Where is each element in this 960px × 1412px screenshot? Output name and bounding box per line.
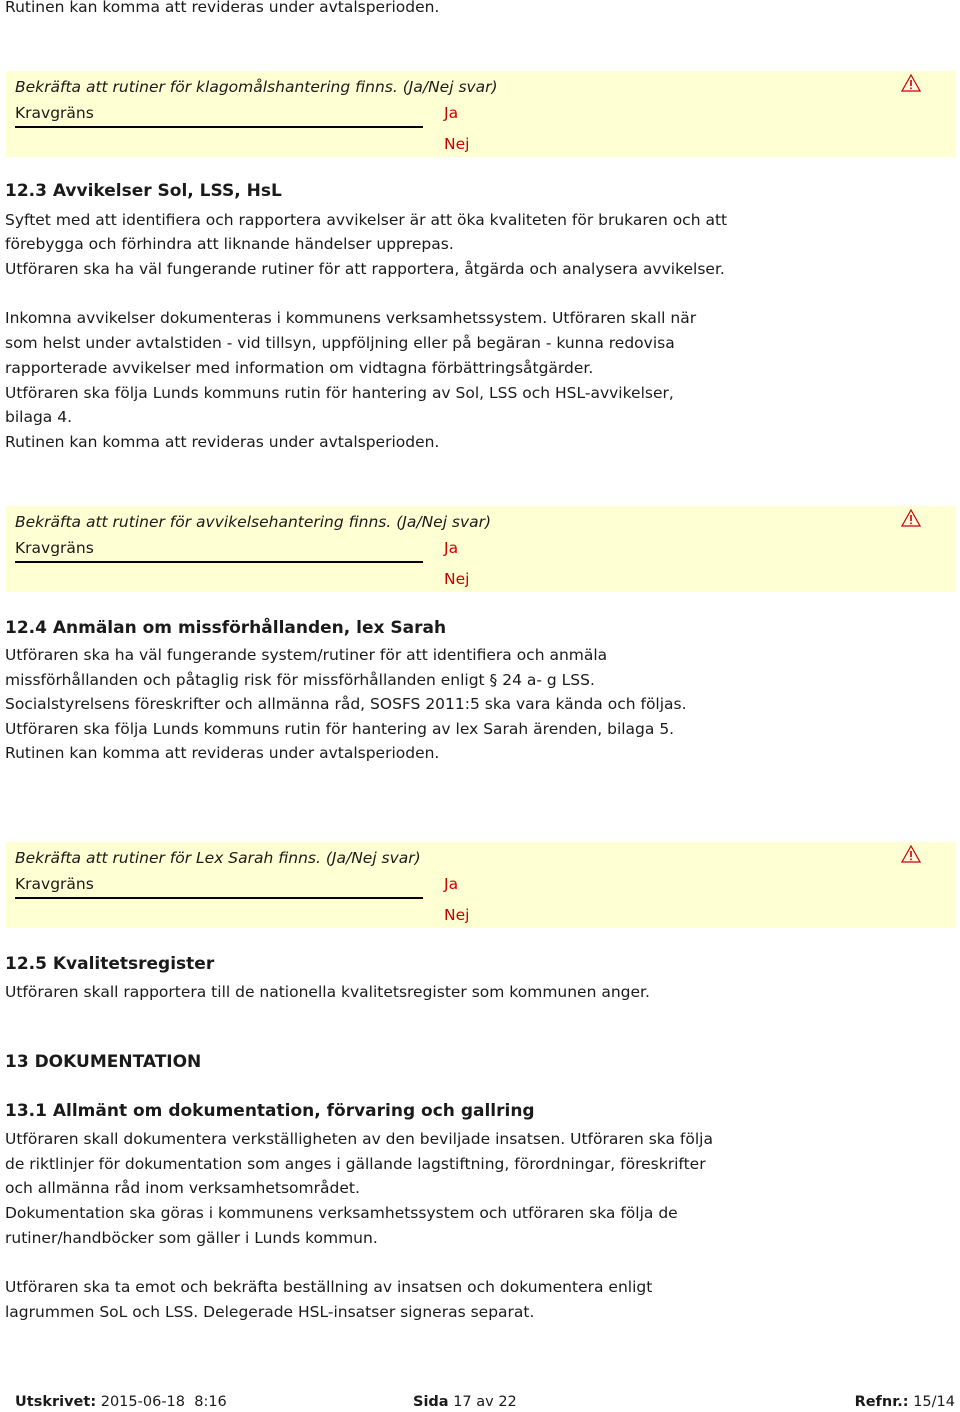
footer-ref — [855, 1392, 955, 1412]
paragraph-line: förebygga och förhindra att liknande händelser upprepas. — [5, 235, 454, 253]
warning-icon — [901, 845, 921, 863]
paragraph-line: Utföraren ska följa Lunds kommuns rutin för hantering av lex Sarah ärenden, bilaga 5. — [5, 720, 675, 738]
warning-icon — [901, 509, 921, 527]
answer-yes-option[interactable]: Ja — [444, 539, 459, 557]
paragraph-line: Rutinen kan komma att revideras under avtalsperioden. — [5, 0, 440, 16]
footer-page-label: Sida — [413, 1394, 449, 1410]
footer-printed — [15, 1392, 227, 1412]
confirmation-question: Bekräfta att rutiner för avvikelsehantering finns. (Ja/Nej svar) — [15, 513, 492, 531]
footer-printed-value: 2015-06-18 8:16 — [100, 1394, 227, 1410]
paragraph-line: Rutinen kan komma att revideras under avtalsperioden. — [5, 744, 440, 762]
confirmation-box-deviations — [6, 506, 956, 592]
paragraph-line: lagrummen SoL och LSS. Delegerade HSL-insatser signeras separat. — [5, 1303, 535, 1321]
footer-ref-label: Refnr.: — [854, 1394, 909, 1410]
paragraph-line: Utföraren ska ha väl fungerande system/rutiner för att identifiera och anmäla — [5, 646, 608, 664]
confirmation-box-lex-sarah — [6, 842, 956, 928]
requirement-underline — [15, 126, 423, 128]
answer-no-option[interactable]: Nej — [444, 570, 470, 588]
footer-printed-label: Utskrivet: — [15, 1394, 97, 1410]
section-heading-13: 13 DOKUMENTATION — [5, 1052, 202, 1072]
answer-yes-option[interactable]: Ja — [444, 875, 459, 893]
paragraph-line: som helst under avtalstiden - vid tillsyn, uppföljning eller på begäran - kunna redovisa — [5, 334, 675, 352]
paragraph-line: missförhållanden och påtaglig risk för missförhållanden enligt § 24 a- g LSS. — [5, 671, 595, 689]
answer-no-option[interactable]: Nej — [444, 906, 470, 924]
paragraph-line: Socialstyrelsens föreskrifter och allmänna råd, SOSFS 2011:5 ska vara kända och följas. — [5, 695, 687, 713]
paragraph-line: Syftet med att identifiera och rapportera avvikelser är att öka kvaliteten för brukaren och att — [5, 211, 728, 229]
warning-icon — [901, 74, 921, 92]
paragraph-line: Rutinen kan komma att revideras under avtalsperioden. — [5, 433, 440, 451]
paragraph-line: rapporterade avvikelser med information om vidtagna förbättringsåtgärder. — [5, 359, 594, 377]
section-heading-13-1: 13.1 Allmänt om dokumentation, förvaring och gallring — [5, 1101, 535, 1121]
requirement-label: Kravgräns — [15, 875, 94, 893]
section-heading-12-4: 12.4 Anmälan om missförhållanden, lex Sarah — [5, 618, 447, 638]
paragraph-line: Utföraren skall rapportera till de nationella kvalitetsregister som kommunen anger. — [5, 983, 650, 1001]
section-heading-12-3: 12.3 Avvikelser Sol, LSS, HsL — [5, 181, 282, 201]
confirmation-question: Bekräfta att rutiner för klagomålshantering finns. (Ja/Nej svar) — [15, 78, 498, 96]
confirmation-question: Bekräfta att rutiner för Lex Sarah finns. (Ja/Nej svar) — [15, 849, 421, 867]
answer-yes-option[interactable]: Ja — [444, 104, 459, 122]
paragraph-line: Inkomna avvikelser dokumenteras i kommunens verksamhetssystem. Utföraren skall när — [5, 309, 697, 327]
paragraph-line: Utföraren ska ta emot och bekräfta beställning av insatsen och dokumentera enligt — [5, 1278, 653, 1296]
answer-no-option[interactable]: Nej — [444, 135, 470, 153]
paragraph-line: Utföraren ska ha väl fungerande rutiner för att rapportera, åtgärda och analysera avvikelser. — [5, 260, 725, 278]
paragraph-line: Dokumentation ska göras i kommunens verksamhetssystem och utföraren ska följa de — [5, 1204, 678, 1222]
paragraph-line: de riktlinjer för dokumentation som anges i gällande lagstiftning, förordningar, föreskrifter — [5, 1155, 706, 1173]
paragraph-line: bilaga 4. — [5, 408, 73, 426]
footer-page-value: 17 av 22 — [453, 1394, 517, 1410]
section-heading-12-5: 12.5 Kvalitetsregister — [5, 954, 215, 974]
requirement-label: Kravgräns — [15, 539, 94, 557]
footer-ref-value: 15/14 — [913, 1394, 955, 1410]
footer-page — [413, 1392, 517, 1412]
paragraph-line: Utföraren ska följa Lunds kommuns rutin för hantering av Sol, LSS och HSL-avvikelser, — [5, 384, 674, 402]
paragraph-line: Utföraren skall dokumentera verkställigheten av den beviljade insatsen. Utföraren ska följa — [5, 1130, 713, 1148]
requirement-label: Kravgräns — [15, 104, 94, 122]
requirement-underline — [15, 897, 423, 899]
requirement-underline — [15, 561, 423, 563]
confirmation-box-complaints — [6, 71, 956, 157]
paragraph-line: rutiner/handböcker som gäller i Lunds kommun. — [5, 1229, 378, 1247]
paragraph-line: och allmänna råd inom verksamhetsområdet. — [5, 1179, 360, 1197]
